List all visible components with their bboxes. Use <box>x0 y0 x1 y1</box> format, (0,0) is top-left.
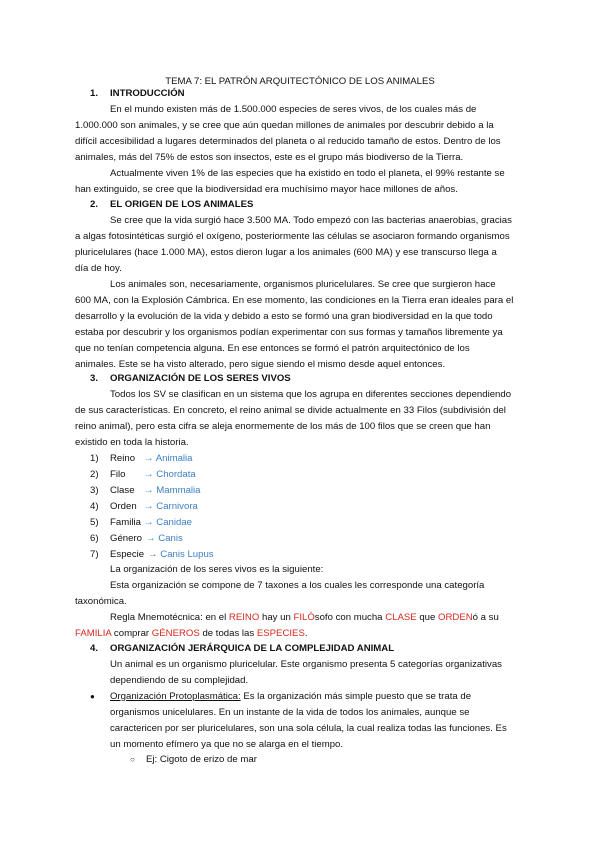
list-number: 3) <box>90 485 99 496</box>
mnemonic-text: sofo con mucha <box>314 612 386 623</box>
mnemonic-highlight: FAMILIA <box>75 628 112 639</box>
taxon-name: Orden <box>110 501 137 512</box>
section-heading: ORGANIZACIÓN JERÁRQUICA DE LA COMPLEJIDAD ANIMAL <box>110 643 395 654</box>
paragraph-line: caractericen por ser pluricelulares, son una sola célula, la cual realiza todas las funciones. Es <box>110 723 507 734</box>
paragraph-line: 600 MA, con la Explosión Cámbrica. En ese momento, las condiciones en la Tierra eran ideales para el <box>75 295 514 306</box>
list-number: 7) <box>90 549 99 560</box>
taxon-example: → Canis Lupus <box>148 549 214 560</box>
list-number: 1) <box>90 453 99 464</box>
paragraph-line: pluricelulares (hace 1.000 MA), estos dieron lugar a los animales (600 MA) y ese transcurso llega a <box>75 247 497 258</box>
paragraph-line: difícil accesibilidad a lugares determinados del planeta o al reducido tamaño de estos. Dentro de los <box>75 136 501 147</box>
taxon-name: Especie <box>110 549 145 560</box>
section-heading: ORGANIZACIÓN DE LOS SERES VIVOS <box>110 373 291 384</box>
paragraph-line: día de hoy. <box>75 263 122 274</box>
mnemonic-highlight: CLASE <box>385 612 417 623</box>
bullet-label: Organización Protoplasmática: <box>110 691 241 702</box>
list-number: 5) <box>90 517 99 528</box>
paragraph-line: Esta organización se compone de 7 taxones a los cuales les corresponde una categoría <box>110 580 485 591</box>
taxon-example: → Carnivora <box>144 501 198 512</box>
paragraph-line: animales, más del 75% de estos son insectos, este es el grupo más biodiverso de la Tierra. <box>75 152 464 163</box>
mnemonic-highlight: FILÓ <box>293 612 315 623</box>
mnemonic-text: comprar <box>111 628 152 639</box>
taxon-example: → Animalia <box>144 453 193 464</box>
section-number: 3. <box>90 373 99 384</box>
section-heading: EL ORIGEN DE LOS ANIMALES <box>110 199 254 210</box>
sub-bullet-item: Ej: Cigoto de erizo de mar <box>146 754 257 765</box>
paragraph-line: un momento efímero ya que no se alarga en el tiempo. <box>110 739 344 750</box>
mnemonic-line <box>75 626 308 642</box>
paragraph-line: existido en toda la historia. <box>75 437 189 448</box>
taxon-name: Clase <box>110 485 135 496</box>
mnemonic-text: de todas las <box>199 628 257 639</box>
bullet-text: Es la organización más simple puesto que se trata de <box>240 691 472 702</box>
taxon-example: → Canidae <box>144 517 192 528</box>
paragraph-line: animales. Este se ha visto alterado, pero sigue siendo el mismo desde aquel entonces. <box>75 359 446 370</box>
paragraph-line: taxonómica. <box>75 596 127 607</box>
section-heading: INTRODUCCIÓN <box>110 88 185 99</box>
paragraph-line: estaba por descubrir y los organismos podían experimentar con sus formas y tamaños libremente ya <box>75 327 503 338</box>
taxon-name: Familia <box>110 517 141 528</box>
paragraph-line: han extinguido, se cree que la biodiversidad era muchísimo mayor hace millones de años. <box>75 184 458 195</box>
paragraph-line: de sus características. En concreto, el reino animal se divide actualmente en 33 Filos (subdivisión del <box>75 405 506 416</box>
document-title: TEMA 7: EL PATRÓN ARQUITECTÓNICO DE LOS ANIMALES <box>165 76 435 87</box>
list-number: 2) <box>90 469 99 480</box>
taxon-example: → Mammalia <box>144 485 201 496</box>
paragraph-line: Se cree que la vida surgió hace 3.500 MA. Todo empezó con las bacterias anaerobias, gracias <box>110 215 512 226</box>
taxon-name: Género <box>110 533 142 544</box>
taxon-example: → Canis <box>146 533 183 544</box>
mnemonic-highlight: ESPECIES <box>256 628 305 639</box>
paragraph-line: organismos unicelulares. En un instante de la vida de todos los animales, aunque se <box>110 707 470 718</box>
mnemonic-highlight: REINO <box>228 612 260 623</box>
mnemonic-text: . <box>304 628 308 639</box>
paragraph-line: que no tenían competencia alguna. En ese entonces se formó el patrón arquitectónico de los <box>75 343 470 354</box>
paragraph-line: La organización de los seres vivos es la siguiente: <box>110 564 324 575</box>
mnemonic-line <box>110 610 499 626</box>
paragraph-line: Actualmente viven 1% de las especies que ha existido en todo el planeta, el 99% restante se <box>110 168 505 179</box>
paragraph-line: En el mundo existen más de 1.500.000 especies de seres vivos, de los cuales más de <box>110 104 477 115</box>
paragraph-line: Un animal es un organismo pluricelular. Este organismo presenta 5 categorías organizativas <box>110 659 502 670</box>
mnemonic-highlight: ORDEN <box>438 612 473 623</box>
list-number: 4) <box>90 501 99 512</box>
paragraph-line: Los animales son, necesariamente, organismos pluricelulares. Se cree que surgieron hace <box>110 279 496 290</box>
mnemonic-text: ó a su <box>472 612 499 623</box>
mnemonic-text: hay un <box>259 612 294 623</box>
taxon-example: → Chordata <box>144 469 196 480</box>
section-number: 2. <box>90 199 99 210</box>
paragraph-line: dependiendo de su complejidad. <box>110 675 249 686</box>
paragraph-line: desarrollo y la evolución de la vida y debido a esto se formó una gran biodiversidad en la que todo <box>75 311 493 322</box>
taxon-name: Reino <box>110 453 136 464</box>
bullet-icon: ● <box>90 692 95 701</box>
paragraph-line: Todos los SV se clasifican en un sistema que los agrupa en diferentes secciones dependiendo <box>110 389 512 400</box>
paragraph-line: 1.000.000 son animales, y se cree que aún quedan millones de animales por descubrir debido a la <box>75 120 494 131</box>
section-number: 1. <box>90 88 99 99</box>
mnemonic-text: Regla Mnemotécnica: en el <box>110 612 229 623</box>
paragraph-line: a algas fotosintéticas surgió el oxígeno, posteriormente las células se asociaron formando organismos <box>75 231 510 242</box>
paragraph-line: reino animal), pero esta cifra se aleja enormemente de los más de 100 filos que se creen que han <box>75 421 491 432</box>
bullet-item <box>110 689 471 705</box>
taxon-name: Filo <box>110 469 126 480</box>
sub-bullet-icon: ○ <box>130 755 135 764</box>
mnemonic-highlight: GÉNEROS <box>151 628 200 639</box>
mnemonic-text: que <box>416 612 438 623</box>
list-number: 6) <box>90 533 99 544</box>
section-number: 4. <box>90 643 99 654</box>
